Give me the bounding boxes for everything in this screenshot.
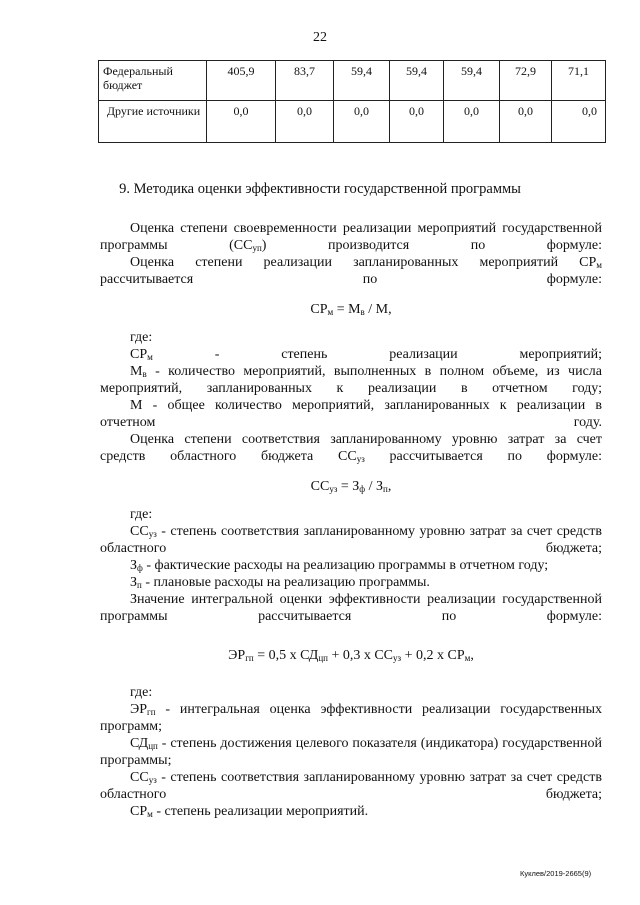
definition: $ЭР_{гп}$ - интегральная оценка эффективности реализации государственных программ; [100, 702, 602, 734]
table-cell: 0,0 [334, 101, 390, 143]
where-label: где: [130, 685, 153, 700]
table-cell: 0,0 [500, 101, 552, 143]
section-heading: 9. Методика оценки эффективности государственной программы [119, 181, 521, 197]
definition: $СР_м$ - степень реализации мероприятий; [130, 347, 602, 362]
table-row [99, 61, 606, 101]
row-label: Федеральный бюджет [99, 61, 207, 101]
footer-reference: Куклев/2019-2665(9) [520, 869, 592, 878]
page-number: 22 [313, 30, 327, 45]
funding-table [98, 60, 606, 143]
where-label: где: [130, 330, 153, 345]
definition: $СС_{уз}$ - степень соответствия запланированному уровню затрат за счет средств областного бюджета; [100, 524, 602, 556]
table-cell: 59,4 [444, 61, 500, 101]
table-cell: 0,0 [207, 101, 276, 143]
document-body [100, 220, 602, 820]
table-cell: 405,9 [207, 61, 276, 101]
definition: $М_в$ - количество мероприятий, выполненных в полном объеме, из числа мероприятий, запланированных к реализации в отчетном году; [100, 364, 602, 396]
formula-er: $ЭР_{гп} = 0,5$ х $СД_{цп} + 0,3$ х $СС_{уз} + 0,2$ х $СР_м$, [228, 648, 474, 663]
table-cell: 71,1 [552, 61, 606, 101]
paragraph: Значение интегральной оценки эффективности реализации государственной программы рассчитывается по формуле: [100, 592, 602, 624]
table-cell: 0,0 [276, 101, 334, 143]
row-label: Другие источники [99, 101, 207, 143]
table-cell: 0,0 [552, 101, 606, 143]
definition: М - общее количество мероприятий, запланированных к реализации в отчетном году. [100, 398, 602, 430]
table-row [99, 101, 606, 143]
paragraph: Оценка степени реализации запланированных мероприятий $СР_м$ рассчитывается по формуле: [100, 255, 602, 287]
table-cell: 83,7 [276, 61, 334, 101]
table-cell: 59,4 [390, 61, 444, 101]
definition: $З_п$ - плановые расходы на реализацию программы. [130, 575, 430, 590]
definition: $СД_{цп}$ - степень достижения целевого показателя (индикатора) государственной программы; [100, 736, 602, 768]
formula-sr: $СР_м = М_в / М$, [310, 302, 392, 317]
table-cell: 72,9 [500, 61, 552, 101]
table-cell: 0,0 [390, 101, 444, 143]
table-cell: 59,4 [334, 61, 390, 101]
where-label: где: [130, 507, 153, 522]
definition: $СР_м$ - степень реализации мероприятий. [130, 804, 369, 819]
definition: $СС_{уз}$ - степень соответствия запланированному уровню затрат за счет средств областного бюджета; [100, 770, 602, 802]
paragraph: Оценка степени своевременности реализации мероприятий государственной программы $(СС_{уп})$ производится по формуле: [100, 221, 602, 253]
formula-ss: $СС_{уз} = З_ф / З_п$, [310, 479, 392, 494]
table-cell: 0,0 [444, 101, 500, 143]
definition: $З_ф$ - фактические расходы на реализацию программы в отчетном году; [130, 558, 549, 573]
paragraph: Оценка степени соответствия запланированному уровню затрат за счет средств областного бюджета $СС_{уз}$ рассчитывается по формуле: [100, 432, 602, 464]
